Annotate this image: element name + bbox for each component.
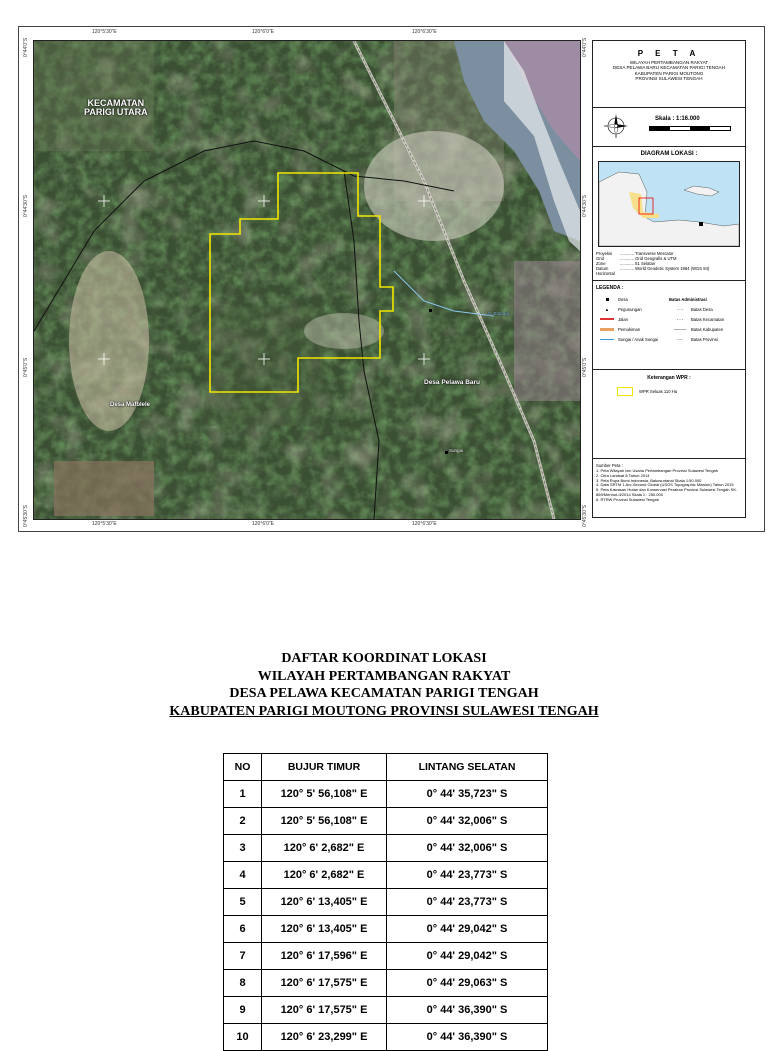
legend-item-batas-kabupaten [669,324,742,334]
cell-bujur: 120° 6' 13,405" E [262,916,387,943]
cell-no: 10 [224,1024,262,1051]
subtitle-line: PROVINSI SULAWESI TENGAH [635,76,703,82]
cell-bujur: 120° 6' 17,575" E [262,997,387,1024]
wpr-polygon-icon [617,387,633,396]
cell-no: 7 [224,943,262,970]
info-key: Proyeksi [596,251,613,256]
cell-lintang: 0° 44' 32,006" S [387,835,548,862]
cell-lintang: 0° 44' 32,006" S [387,808,548,835]
title-line: DESA PELAWA KECAMATAN PARIGI TENGAH [229,686,539,701]
cell-no: 4 [224,862,262,889]
table-row [224,997,548,1024]
left-tick: 0°44'30"S [23,195,29,217]
info-value: ............ Grid Geografis & UTM [620,256,677,261]
kecamatan-label-line1: KECAMATAN [87,98,145,108]
legend-item-pemukiman [596,324,669,334]
table-row [224,1024,548,1051]
map-title: P E T A [637,49,701,58]
scale-block [593,108,745,147]
mountain-icon: ▲ [604,306,610,312]
source-title: Sumber Peta : [596,463,623,468]
legend-label: Pemukiman [618,326,641,332]
cell-bujur: 120° 5' 56,108" E [262,781,387,808]
top-tick: 120°6'0"E [252,29,274,35]
sungai-label: Sungai [449,448,464,453]
table-row [224,835,548,862]
legend-panel [592,40,746,518]
subtitle-line: DESA PELAWA BARU KECAMATAN PARIGI TENGAH [612,65,726,71]
cell-no: 9 [224,997,262,1024]
info-key: Grid [596,256,604,261]
left-tick: 0°45'0"S [23,357,29,377]
table-row [224,808,548,835]
road-icon [596,318,618,320]
legend-item-pegunungan [596,304,669,314]
source-item: 4. Data SRTM 1 Arc-Second Global (USGS Topographic Mission) Tahun 2015 [596,482,734,488]
info-value: ............ Transverse Mercator [620,251,674,256]
cell-lintang: 0° 44' 29,042" S [387,916,548,943]
cell-bujur: 120° 6' 2,682" E [262,835,387,862]
legend-label: Pegunungan [618,306,642,312]
header-no: NO [224,754,262,781]
river-icon [596,339,618,340]
cell-lintang: 0° 44' 29,063" S [387,970,548,997]
top-tick: 120°6'30"E [412,29,437,35]
info-key: Datum Horizontal [596,266,615,276]
coordinate-table [223,753,548,1051]
legend-title: LEGENDA : [596,285,624,291]
title-block [593,41,745,108]
table-row [224,970,548,997]
source-block [593,459,745,503]
cell-bujur: 120° 6' 17,575" E [262,970,387,997]
title-line: WILAYAH PERTAMBANGAN RAKYAT [257,668,511,684]
solid-line-icon: ——— [673,326,687,332]
right-tick: 0°45'30"S [582,505,588,527]
scale-label: Skala : 1:16.000 [655,116,700,122]
cell-lintang: 0° 44' 23,773" S [387,889,548,916]
legend-item-sungai [596,334,669,344]
desa-pelawa-baru-label: Desa Pelawa Baru [424,379,481,386]
right-tick: 0°44'30"S [582,195,588,217]
wpr-title: Keterangan WPR : [647,375,691,381]
right-tick: 0°45'0"S [582,357,588,377]
wpr-label: WPR Seluas 110 Ha [639,389,678,394]
bottom-tick: 120°5'30"E [92,521,117,527]
legend-label: Batas Kecamatan [691,316,725,322]
info-value: ............ 51 Selatan [620,261,656,266]
kecamatan-label [84,99,148,117]
document-title [0,650,768,720]
cell-no: 8 [224,970,262,997]
empagi-label: S. Empagi [488,311,509,316]
legend-admin-title: Batas Administrasi [669,296,707,302]
source-item: 2. Citra Landsat 8 Tahun 2014 [596,472,650,478]
cell-lintang: 0° 44' 23,773" S [387,862,548,889]
legend-label: Batas Desa [691,306,713,312]
table-row [224,943,548,970]
dashed-line-icon: - - - [676,316,684,322]
dash-dot-line-icon: -·-· [677,336,683,342]
village-icon [596,298,618,301]
inset-map-image [599,162,739,246]
legend-item-batas-provinsi [669,334,742,344]
table-header-row [224,754,548,781]
cell-lintang: 0° 44' 36,390" S [387,997,548,1024]
inset-map [598,161,740,247]
cell-no: 5 [224,889,262,916]
legend-label: Batas Provinsi [691,336,718,342]
left-tick: 0°44'0"S [23,37,29,57]
legend-block [593,281,745,370]
info-key: Zone [596,261,606,266]
table-row [224,781,548,808]
wpr-block [593,370,745,459]
header-bujur-timur: BUJUR TIMUR [262,754,387,781]
bottom-tick: 120°6'0"E [252,521,274,527]
info-row [593,266,745,276]
north-arrow-icon [603,113,629,139]
table-row [224,889,548,916]
title-line: DAFTAR KOORDINAT LOKASI [281,651,487,666]
legend-item-jalan [596,314,669,324]
legend-label: Jalan [618,316,629,322]
source-item: 6. RTRW Provinsi Sulawesi Tengah [596,496,659,502]
dotted-line-icon: ····· [676,306,684,312]
cell-bujur: 120° 6' 17,596" E [262,943,387,970]
cell-bujur: 120° 6' 23,299" E [262,1024,387,1051]
table-row [224,916,548,943]
legend-item-batas-desa [669,304,742,314]
legend-item-desa [596,294,669,304]
cell-lintang: 0° 44' 29,042" S [387,943,548,970]
desa-mafblele-label: Desa Mafblele [110,402,151,408]
subtitle-line: KABUPATEN PARIGI MOUTONG [634,70,704,76]
cell-no: 6 [224,916,262,943]
projection-info [593,251,745,280]
legend-label: Desa [618,296,628,302]
header-lintang-selatan: LINTANG SELATAN [387,754,548,781]
cell-lintang: 0° 44' 35,723" S [387,781,548,808]
source-item: 5. Peta Kawasan Hutan dan Konservasi Perairan Provinsi Sulawesi Tengah SK. 869/Menhut-II/2014 Skala 1 : 250.000 [596,487,738,497]
satellite-map [33,40,581,520]
legend-item-batas-kecamatan [669,314,742,324]
cell-no: 3 [224,835,262,862]
kecamatan-label-line2: PARIGI UTARA [84,107,148,117]
source-item: 3. Peta Rupa Bumi Indonesia, Bakosurtanal Skala 1:50.000 [596,477,702,483]
cell-no: 2 [224,808,262,835]
subtitle-line: WILAYAH PERTAMBANGAN RAKYAT [629,60,709,65]
right-tick: 0°44'0"S [582,37,588,57]
left-tick: 0°45'30"S [23,505,29,527]
wpr-legend-item [593,387,745,396]
legend-label: Batas Kabupaten [691,326,724,332]
scale-bar [649,126,731,131]
cell-lintang: 0° 44' 36,390" S [387,1024,548,1051]
table-row [224,862,548,889]
map-subtitle [593,58,745,82]
cell-bujur: 120° 6' 13,405" E [262,889,387,916]
cell-bujur: 120° 6' 2,682" E [262,862,387,889]
top-tick: 120°5'30"E [92,29,117,35]
title-line: KABUPATEN PARIGI MOUTONG PROVINSI SULAWESI TENGAH [169,703,599,719]
bottom-tick: 120°6'30"E [412,521,437,527]
cell-no: 1 [224,781,262,808]
diagram-title: DIAGRAM LOKASI : [640,151,698,157]
info-value: ............ World Geodetic System 1984 (WGS 84) [620,266,710,271]
legend-label: Sungai / Anak Sungai [618,336,659,342]
cell-bujur: 120° 5' 56,108" E [262,808,387,835]
map-sheet [18,26,765,532]
location-diagram [593,147,745,281]
source-item: 1. Peta Wilayah Izin Usaha Pertambangan Provinsi Sulawesi Tengah [596,468,718,473]
settlement-icon [596,328,618,331]
